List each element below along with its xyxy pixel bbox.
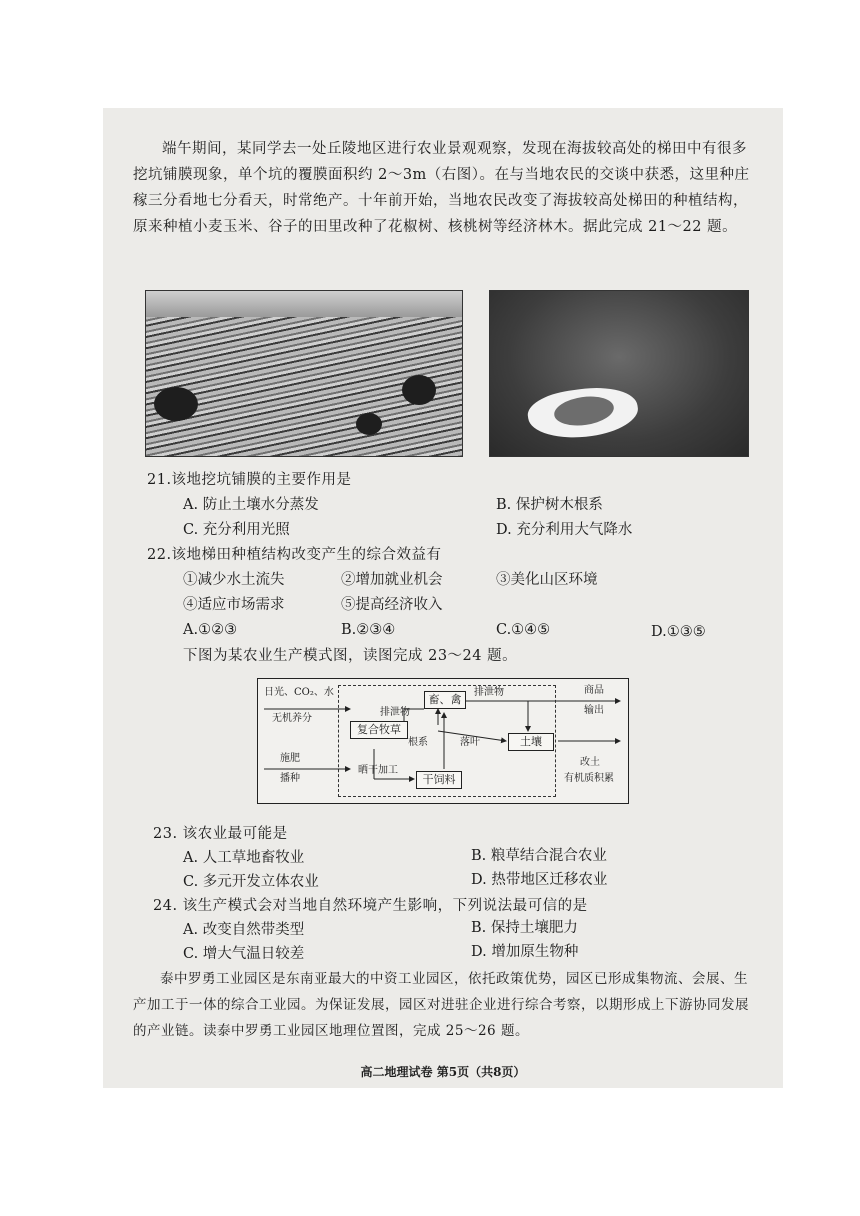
q21-option-b: B. 保护树木根系 <box>496 497 603 513</box>
page-footer: 高二地理试卷 第5页（共8页） <box>360 1065 526 1079</box>
intro-paragraph: 端午期间，某同学去一处丘陵地区进行农业景观观察，发现在海拔较高处的梯田中有很多挖坑铺膜现象，单个坑的覆膜面积约 2～3m（右图）。在与当地农民的交谈中获悉，这里种庄稼三分看地七分看天，时常绝产。十年前开始，当地农民改变了海拔较高处梯田的种植结构，原来种植小麦玉米、谷子的田里改种了花椒树、核桃树等经济林木。据此完成 21～22 题。 <box>133 141 750 235</box>
agriculture-model-diagram <box>257 678 629 804</box>
fodder-box: 干饲料 <box>416 771 462 789</box>
q22-option-a: A.①②③ <box>183 622 238 638</box>
excreta-label-top: 排泄物 <box>474 687 504 698</box>
diagram-intro: 下图为某农业生产模式图，读图完成 23～24 题。 <box>183 648 518 664</box>
litter-label: 落叶 <box>460 737 480 748</box>
roots-label: 根系 <box>408 737 428 748</box>
livestock-box: 畜、禽 <box>424 691 466 709</box>
q22-item-2: ②增加就业机会 <box>341 572 443 588</box>
q22-item-4: ④适应市场需求 <box>183 597 285 613</box>
excreta-label-left: 排泄物 <box>380 707 410 718</box>
input-seeding-label: 播种 <box>280 773 300 784</box>
soil-box: 土壤 <box>508 733 554 751</box>
q22-option-c: C.①④⑤ <box>496 622 551 638</box>
intro-paragraph-3: 泰中罗勇工业园区是东南亚最大的中资工业园区，依托政策优势，园区已形成集物流、会展、生产加工于一体的综合工业园。为保证发展，园区对进驻企业进行综合考察，以期形成上下游协同发展的产业链。读泰中罗勇工业园区地理位置图，完成 25～26 题。 <box>133 971 749 1039</box>
q22-option-b: B.②③④ <box>341 622 396 638</box>
output-goods-label: 商品 <box>584 685 604 696</box>
q24-option-d: D. 增加原生物种 <box>471 944 579 960</box>
input-sunlight-label: 日光、CO₂、水 <box>264 687 334 698</box>
q22-option-d: D.①③⑤ <box>651 624 706 640</box>
film-pit-photo <box>489 290 749 457</box>
q23-option-a: A. 人工草地畜牧业 <box>183 850 305 866</box>
tree-shape <box>154 387 198 421</box>
q22-item-5: ⑤提高经济收入 <box>341 597 443 613</box>
q22-item-1: ①减少水土流失 <box>183 572 285 588</box>
q23-stem: 23. 该农业最可能是 <box>153 826 288 842</box>
q24-stem: 24. 该生产模式会对当地自然环境产生影响，下列说法最可信的是 <box>153 898 588 914</box>
q21-option-d: D. 充分利用大气降水 <box>496 522 633 538</box>
exam-page <box>103 108 783 1088</box>
q23-option-c: C. 多元开发立体农业 <box>183 874 319 890</box>
drying-label: 晒干加工 <box>358 765 398 776</box>
q22-stem: 22.该地梯田种植结构改变产生的综合效益有 <box>147 547 442 563</box>
input-nutrients-label: 无机养分 <box>272 713 312 724</box>
terrace-photo <box>145 290 463 457</box>
q22-item-3: ③美化山区环境 <box>496 572 598 588</box>
q23-option-d: D. 热带地区迁移农业 <box>471 872 608 888</box>
output-soil-label: 改土 <box>580 757 600 768</box>
tree-shape <box>402 375 436 405</box>
pasture-box: 复合牧草 <box>350 721 408 739</box>
q24-option-c: C. 增大气温日较差 <box>183 946 305 962</box>
q21-stem: 21.该地挖坑铺膜的主要作用是 <box>147 472 352 488</box>
q23-option-b: B. 粮草结合混合农业 <box>471 848 607 864</box>
q21-option-c: C. 充分利用光照 <box>183 522 290 538</box>
q24-option-a: A. 改变自然带类型 <box>183 922 305 938</box>
input-fertilizer-label: 施肥 <box>280 753 300 764</box>
q24-option-b: B. 保持土壤肥力 <box>471 920 578 936</box>
output-organic-label: 有机质积累 <box>564 773 614 784</box>
output-export-label: 输出 <box>584 705 604 716</box>
tree-shape <box>356 413 382 435</box>
q21-option-a: A. 防止土壤水分蒸发 <box>183 497 319 513</box>
